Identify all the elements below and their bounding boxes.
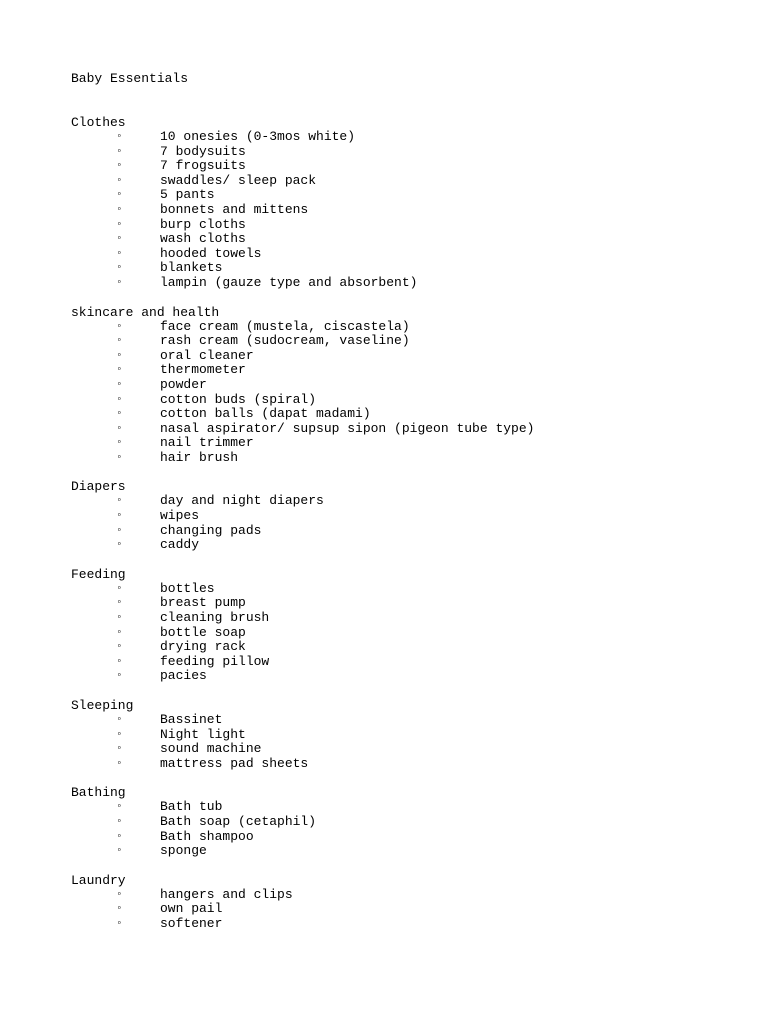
- bullet-icon: ◦: [116, 393, 123, 406]
- bullet-icon: ◦: [116, 612, 123, 625]
- list-item-text: hangers and clips: [160, 886, 293, 902]
- list-item-text: breast pump: [160, 595, 246, 611]
- bullet-icon: ◦: [116, 641, 123, 654]
- list-item: [71, 888, 751, 903]
- list-item: [71, 232, 751, 247]
- list-item-text: cotton buds (spiral): [160, 391, 317, 407]
- list-item-text: wash cloths: [160, 231, 246, 247]
- list-item: [71, 378, 751, 393]
- list-item-text: own pail: [160, 901, 223, 917]
- list-item: [71, 393, 751, 408]
- bullet-icon: ◦: [116, 917, 123, 930]
- list-item-text: sponge: [160, 843, 207, 859]
- list-item: [71, 640, 751, 655]
- section-skincare-and-health: [71, 305, 751, 466]
- bullet-icon: ◦: [116, 276, 123, 289]
- list-item: [71, 261, 751, 276]
- list-item: [71, 626, 751, 641]
- bullet-icon: ◦: [116, 539, 123, 552]
- list-item-text: Night light: [160, 726, 246, 742]
- list-item: [71, 830, 751, 845]
- list-item: [71, 611, 751, 626]
- list-item: [71, 174, 751, 189]
- section-heading: Bathing: [71, 785, 126, 801]
- list-item-text: hooded towels: [160, 245, 262, 261]
- list-item: [71, 917, 751, 932]
- list-item-text: wipes: [160, 508, 200, 524]
- list-item: [71, 815, 751, 830]
- bullet-icon: ◦: [116, 757, 123, 770]
- list-item-text: feeding pillow: [160, 653, 270, 669]
- list-item: [71, 669, 751, 684]
- list-item: [71, 728, 751, 743]
- list-item: [71, 203, 751, 218]
- bullet-icon: ◦: [116, 582, 123, 595]
- bullet-icon: ◦: [116, 247, 123, 260]
- section-heading: Clothes: [71, 115, 126, 130]
- list-item: [71, 509, 751, 524]
- list-item-text: blankets: [160, 260, 223, 276]
- list-item: [71, 130, 751, 145]
- section-diapers: [71, 479, 751, 552]
- list-item-text: lampin (gauze type and absorbent): [160, 274, 418, 290]
- section-sleeping: [71, 698, 751, 771]
- list-item: [71, 713, 751, 728]
- list-item-text: nasal aspirator/ supsup sipon (pigeon tube type): [160, 420, 535, 436]
- list-item: [71, 276, 751, 291]
- section-heading: Laundry: [71, 872, 126, 888]
- list-item: [71, 188, 751, 203]
- section-heading: Feeding: [71, 566, 126, 582]
- list-item-text: rash cream (sudocream, vaseline): [160, 333, 410, 349]
- list-item-text: mattress pad sheets: [160, 755, 309, 771]
- list-item: [71, 742, 751, 757]
- list-item-text: 7 bodysuits: [160, 143, 246, 159]
- bullet-icon: ◦: [116, 815, 123, 828]
- list-item-text: burp cloths: [160, 216, 246, 232]
- list-item-text: swaddles/ sleep pack: [160, 172, 317, 188]
- section-heading: Sleeping: [71, 698, 134, 713]
- list-item-text: thermometer: [160, 362, 246, 378]
- list-item: [71, 247, 751, 262]
- section-list: [71, 115, 751, 932]
- bullet-icon: ◦: [116, 655, 123, 668]
- list-item-text: sound machine: [160, 741, 262, 757]
- bullet-icon: ◦: [116, 262, 123, 275]
- bullet-icon: ◦: [116, 364, 123, 377]
- bullet-icon: ◦: [116, 378, 123, 391]
- bullet-icon: ◦: [116, 830, 123, 843]
- list-item: [71, 524, 751, 539]
- bullet-icon: ◦: [116, 451, 123, 464]
- list-item: [71, 349, 751, 364]
- list-item-text: cleaning brush: [160, 610, 270, 626]
- bullet-icon: ◦: [116, 888, 123, 901]
- list-item-text: drying rack: [160, 639, 246, 655]
- list-item-text: 10 onesies (0-3mos white): [160, 129, 356, 144]
- list-item-text: hair brush: [160, 449, 239, 465]
- list-item: [71, 902, 751, 917]
- section-heading: skincare and health: [71, 304, 220, 320]
- bullet-icon: ◦: [116, 131, 123, 143]
- bullet-icon: ◦: [116, 903, 123, 916]
- list-item: [71, 218, 751, 233]
- list-item: [71, 596, 751, 611]
- list-item-text: Bassinet: [160, 712, 223, 727]
- list-item: [71, 757, 751, 772]
- section-bathing: [71, 785, 751, 858]
- list-item: [71, 159, 751, 174]
- list-item: [71, 363, 751, 378]
- list-item-text: nail trimmer: [160, 435, 254, 451]
- bullet-icon: ◦: [116, 218, 123, 231]
- list-item-text: bottles: [160, 580, 215, 596]
- bullet-icon: ◦: [116, 335, 123, 348]
- bullet-icon: ◦: [116, 714, 123, 726]
- section-clothes: [71, 115, 751, 291]
- list-item-text: Bath tub: [160, 799, 223, 815]
- list-item: [71, 582, 751, 597]
- list-item-text: bottle soap: [160, 624, 246, 640]
- bullet-icon: ◦: [116, 495, 123, 508]
- list-item: [71, 334, 751, 349]
- list-item-text: caddy: [160, 537, 200, 553]
- list-item-text: 7 frogsuits: [160, 158, 246, 174]
- bullet-icon: ◦: [116, 845, 123, 858]
- list-item: [71, 320, 751, 335]
- bullet-icon: ◦: [116, 233, 123, 246]
- bullet-icon: ◦: [116, 728, 123, 741]
- bullet-icon: ◦: [116, 408, 123, 421]
- list-item: [71, 538, 751, 553]
- list-item-text: Bath soap (cetaphil): [160, 813, 317, 829]
- list-item-text: 5 pants: [160, 187, 215, 203]
- bullet-icon: ◦: [116, 801, 123, 814]
- list-item: [71, 436, 751, 451]
- list-item: [71, 844, 751, 859]
- section-feeding: [71, 567, 751, 684]
- list-item-text: cotton balls (dapat madami): [160, 406, 371, 422]
- list-item: [71, 655, 751, 670]
- bullet-icon: ◦: [116, 203, 123, 216]
- bullet-icon: ◦: [116, 174, 123, 187]
- list-item: [71, 422, 751, 437]
- list-item-text: face cream (mustela, ciscastela): [160, 318, 410, 334]
- section-laundry: [71, 873, 751, 932]
- bullet-icon: ◦: [116, 320, 123, 333]
- list-item-text: changing pads: [160, 522, 262, 538]
- list-item-text: softener: [160, 915, 223, 931]
- bullet-icon: ◦: [116, 145, 123, 158]
- list-item-text: oral cleaner: [160, 347, 254, 363]
- list-item: [71, 145, 751, 160]
- list-item-text: Bath shampoo: [160, 828, 254, 844]
- document-page: [71, 71, 751, 946]
- bullet-icon: ◦: [116, 510, 123, 523]
- section-heading: Diapers: [71, 479, 126, 495]
- bullet-icon: ◦: [116, 189, 123, 202]
- bullet-icon: ◦: [116, 626, 123, 639]
- list-item-text: powder: [160, 376, 207, 392]
- bullet-icon: ◦: [116, 349, 123, 362]
- bullet-icon: ◦: [116, 422, 123, 435]
- bullet-icon: ◦: [116, 160, 123, 173]
- list-item-text: bonnets and mittens: [160, 201, 309, 217]
- bullet-icon: ◦: [116, 524, 123, 537]
- bullet-icon: ◦: [116, 743, 123, 756]
- bullet-icon: ◦: [116, 437, 123, 450]
- list-item-text: pacies: [160, 668, 207, 684]
- list-item-text: day and night diapers: [160, 493, 324, 509]
- list-item: [71, 407, 751, 422]
- bullet-icon: ◦: [116, 597, 123, 610]
- list-item: [71, 800, 751, 815]
- list-item: [71, 494, 751, 509]
- bullet-icon: ◦: [116, 670, 123, 683]
- document-title: Baby Essentials: [71, 71, 189, 86]
- list-item: [71, 451, 751, 466]
